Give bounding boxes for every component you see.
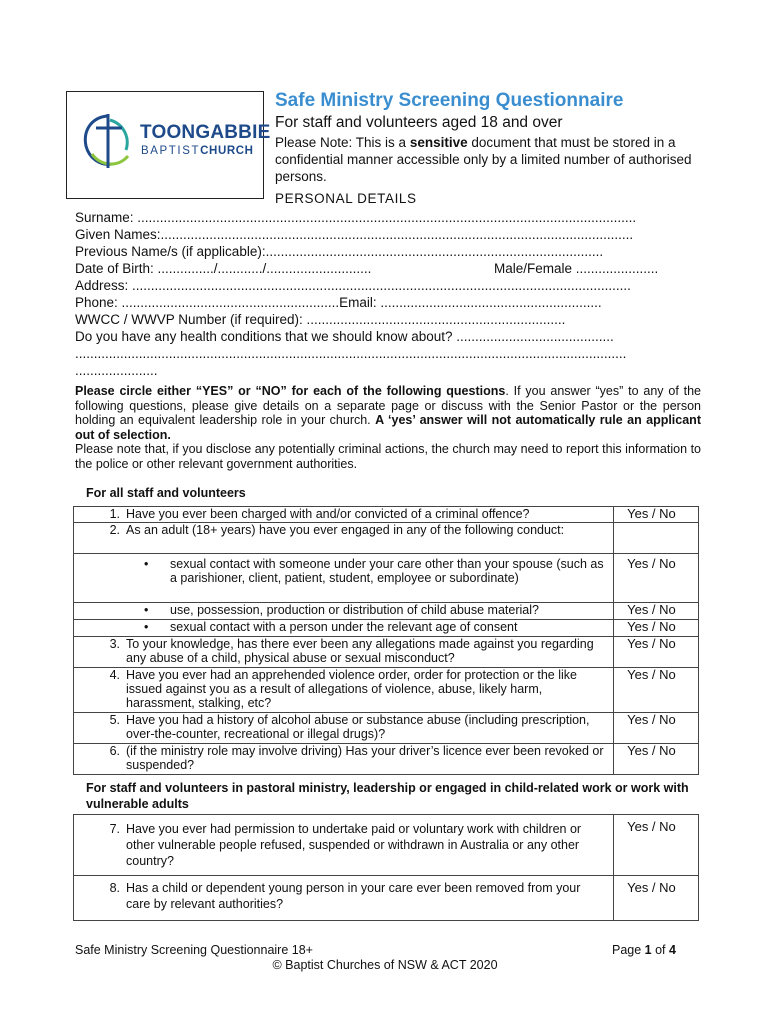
- confidentiality-note: [275, 134, 695, 185]
- note-suffix: document that must be stored in a confidential manner accessible only by a limited number of authorised persons.: [275, 135, 692, 184]
- table-row: [74, 713, 699, 744]
- yes-no-option[interactable]: Yes / No: [614, 507, 699, 523]
- table-row: [74, 507, 699, 523]
- logo-name-church: CHURCH: [200, 145, 254, 157]
- page-title: Safe Ministry Screening Questionnaire: [275, 90, 624, 111]
- question-text: As an adult (18+ years) have you ever engaged in any of the following conduct:: [126, 523, 565, 537]
- page-subtitle: For staff and volunteers aged 18 and over: [275, 114, 563, 131]
- given-names-field[interactable]: Given Names:..............................................................................................................................: [75, 227, 634, 242]
- page-prefix: Page: [612, 943, 645, 957]
- note-prefix: Please Note: This is a: [275, 135, 410, 150]
- yes-no-option[interactable]: Yes / No: [614, 668, 699, 713]
- questions-table-all-staff: [73, 506, 699, 775]
- question-text: Has a child or dependent young person in your care ever been removed from your care by relevant authorities?: [126, 881, 581, 911]
- church-cross-logo-icon: [80, 110, 134, 172]
- question-text: sexual contact with a person under the relevant age of consent: [170, 620, 518, 634]
- question-text: Have you ever had an apprehended violence order, order for protection or the like issued against you as a result of allegations of violence, abuse, likely harm, harassment, stalking, etc?: [126, 668, 577, 710]
- page-mid: of: [651, 943, 669, 957]
- yes-no-option[interactable]: Yes / No: [614, 876, 699, 921]
- health-continuation-line-2[interactable]: ......................: [75, 363, 158, 378]
- question-text: use, possession, production or distribution of child abuse material?: [170, 603, 539, 617]
- table-row: [74, 637, 699, 668]
- instructions-paragraph: [75, 384, 701, 471]
- table-row: [74, 554, 699, 603]
- logo-name-line2: [141, 145, 254, 157]
- question-text: Have you ever been charged with and/or convicted of a criminal offence?: [126, 507, 530, 521]
- yes-no-option[interactable]: Yes / No: [614, 620, 699, 637]
- question-text: (if the ministry role may involve driving) Has your driver’s licence ever been revoked or suspended?: [126, 744, 604, 772]
- table-row: [74, 744, 699, 775]
- yes-no-option[interactable]: Yes / No: [614, 603, 699, 620]
- table-row: [74, 668, 699, 713]
- question-number: 5.: [109, 713, 120, 727]
- instructions-bold-2: A ‘yes’ answer will not automatically rule an applicant out of selection.: [75, 413, 701, 442]
- question-text: Have you had a history of alcohol abuse or substance abuse (including prescription, over-the-counter, recreational or illegal drugs)?: [126, 713, 590, 741]
- table2-heading: For staff and volunteers in pastoral ministry, leadership or engaged in child-related work or work with vulnerable adults: [86, 781, 689, 811]
- phone-email-field[interactable]: Phone: ..........................................................Email: ...........................................................: [75, 295, 602, 310]
- yes-no-option[interactable]: Yes / No: [614, 554, 699, 603]
- question-number: 2.: [109, 523, 120, 537]
- page-current: 1: [644, 943, 652, 957]
- table-row: [74, 620, 699, 637]
- instructions-note: Please note that, if you disclose any potentially criminal actions, the church may need to report this information to the police or other relevant government authorities.: [75, 442, 701, 471]
- wwcc-field[interactable]: WWCC / WWVP Number (if required): .....................................................................: [75, 312, 566, 327]
- question-text: To your knowledge, has there ever been any allegations made against you regarding any abuse of a child, physical abuse or sexual misconduct?: [126, 637, 594, 665]
- logo-name-line1: TOONGABBIE: [140, 122, 271, 143]
- empty-cell: [614, 523, 699, 554]
- bullet-icon: •: [144, 557, 149, 571]
- table-row: [74, 815, 699, 876]
- health-conditions-field[interactable]: Do you have any health conditions that we should know about? ..........................................: [75, 329, 614, 344]
- page-total: 4: [669, 943, 676, 957]
- questions-table-pastoral: [73, 814, 699, 921]
- table-row: [74, 876, 699, 921]
- bullet-icon: •: [144, 620, 149, 634]
- question-number: 3.: [109, 637, 120, 651]
- address-field[interactable]: Address: .....................................................................................................................................: [75, 278, 631, 293]
- bullet-icon: •: [144, 603, 149, 617]
- instructions-text: . If you answer “yes” to any of the following questions, please give details on a separate page or discuss with the Senior Pastor or the person holding an equivalent leadership role in your church.: [75, 384, 702, 427]
- logo-name-baptist: BAPTIST: [141, 145, 201, 157]
- question-number: 1.: [109, 507, 120, 521]
- footer-page-number: [612, 943, 676, 957]
- question-number: 6.: [109, 744, 120, 758]
- question-number: 8.: [109, 881, 120, 895]
- date-of-birth-field[interactable]: Date of Birth: .............../............/............................: [75, 261, 372, 276]
- surname-field[interactable]: Surname: .....................................................................................................................................: [75, 210, 637, 225]
- question-number: 4.: [109, 668, 120, 682]
- previous-names-field[interactable]: Previous Name/s (if applicable):..........................................................................................: [75, 244, 604, 259]
- yes-no-option[interactable]: Yes / No: [614, 713, 699, 744]
- question-text: sexual contact with someone under your care other than your spouse (such as a parishioner, client, patient, student, employee or subordinate): [170, 557, 604, 585]
- footer-copyright: © Baptist Churches of NSW & ACT 2020: [272, 958, 498, 972]
- table1-heading: For all staff and volunteers: [86, 486, 246, 500]
- yes-no-option[interactable]: Yes / No: [614, 744, 699, 775]
- footer-document-name: Safe Ministry Screening Questionnaire 18+: [75, 943, 313, 957]
- table-row: [74, 523, 699, 554]
- table-row: [74, 603, 699, 620]
- gender-field[interactable]: Male/Female ......................: [494, 261, 659, 276]
- note-bold: sensitive: [409, 135, 468, 150]
- instructions-bold: Please circle either “YES” or “NO” for each of the following questions: [75, 384, 506, 398]
- yes-no-option[interactable]: Yes / No: [614, 637, 699, 668]
- yes-no-option[interactable]: Yes / No: [614, 815, 699, 876]
- question-text: Have you ever had permission to undertake paid or voluntary work with children or other vulnerable people refused, suspended or withdrawn in Australia or any other country?: [126, 822, 582, 868]
- section-personal-details: PERSONAL DETAILS: [275, 191, 417, 206]
- question-number: 7.: [109, 822, 120, 836]
- health-continuation-line[interactable]: ...................................................................................................................................................: [75, 346, 627, 361]
